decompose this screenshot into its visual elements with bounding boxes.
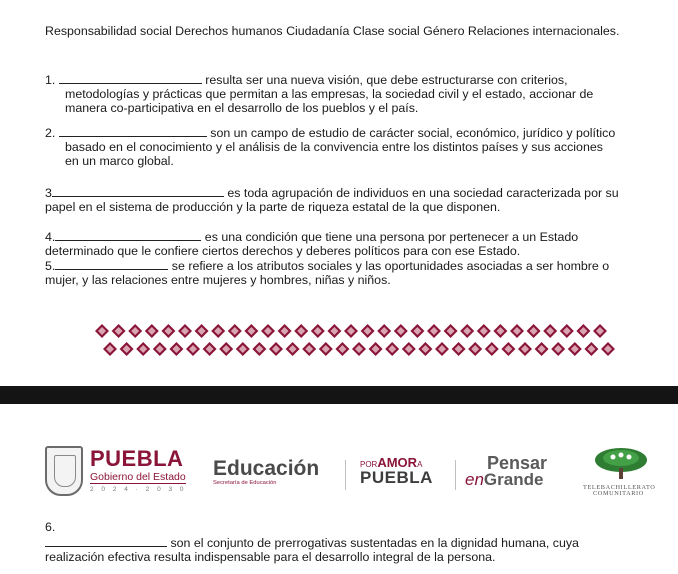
answer-blank-3[interactable] [52, 186, 224, 197]
puebla-gov-label: Gobierno del Estado [90, 471, 186, 483]
question-6-number: 6. [45, 520, 56, 534]
decorative-diamond-pattern [95, 320, 615, 365]
question-5: 5. se refiere a los atributos sociales y las oportunidades asociadas a ser hombre o mujer, y las relaciones entre mujeres y hombres, niñas y niños. [45, 259, 610, 287]
amor-logo-top: PORAMORA [360, 455, 423, 470]
word-bank: Responsabilidad social Derechos humanos Ciudadanía Clase social Género Relaciones internacionales. [45, 24, 620, 38]
educacion-logo-title: Educación [213, 457, 320, 480]
question-number: 2. [45, 126, 56, 140]
logo-divider [345, 460, 346, 490]
question-number: 3 [45, 186, 52, 200]
question-6: son el conjunto de prerrogativas sustentadas en la dignidad humana, cuya realización efectiva resulta indispensable para el desarrollo integral de la persona. [45, 536, 579, 564]
question-3: 3 es toda agrupación de individuos en una sociedad caracterizada por su papel en el sistema de producción y la parte de riqueza estatal de la que disponen. [45, 186, 619, 214]
black-divider-band [0, 386, 678, 404]
pensar-logo-bottom: enGrande [465, 470, 544, 489]
puebla-years: 2 0 2 4 · 2 0 3 0 [90, 486, 187, 493]
question-1: 1. resulta ser una nueva visión, que debe estructurarse con criterios, metodologías y prácticas que permitan a las empresas, la sociedad civil y el estado, accionar de manera co-participativa en el desarrollo de los pueblos y el país. [45, 73, 594, 115]
telebachillerato-label: TELEBACHILLERATO [583, 484, 656, 491]
answer-blank-5[interactable] [55, 259, 168, 270]
comunitario-label: COMUNITARIO [593, 490, 644, 497]
answer-blank-4[interactable] [55, 230, 201, 241]
answer-blank-1[interactable] [59, 73, 202, 84]
puebla-shield-icon [45, 446, 83, 496]
institutional-logos [45, 446, 665, 496]
telebachillerato-tree-icon [593, 446, 649, 480]
question-2: 2. son un campo de estudio de carácter social, económico, jurídico y político basado en el conocimiento y el análisis de la convivencia entre los distintos países y sus acciones en un marco global. [45, 126, 616, 168]
answer-blank-6[interactable] [45, 536, 167, 547]
question-number: 4. [45, 230, 56, 244]
logo-divider [455, 460, 456, 490]
question-4: 4. es una condición que tiene una persona por pertenecer a un Estado determinado que le confiere ciertos derechos y deberes políticos para con ese Estado. [45, 230, 579, 258]
question-number: 1. [45, 73, 56, 87]
educacion-logo-subtitle: Secretaría de Educación [213, 480, 277, 486]
question-number: 5. [45, 259, 56, 273]
answer-blank-2[interactable] [59, 126, 207, 137]
amor-logo-puebla: PUEBLA [360, 468, 433, 487]
puebla-logo-title: PUEBLA [90, 446, 184, 471]
pensar-logo-top: Pensar [487, 453, 548, 473]
